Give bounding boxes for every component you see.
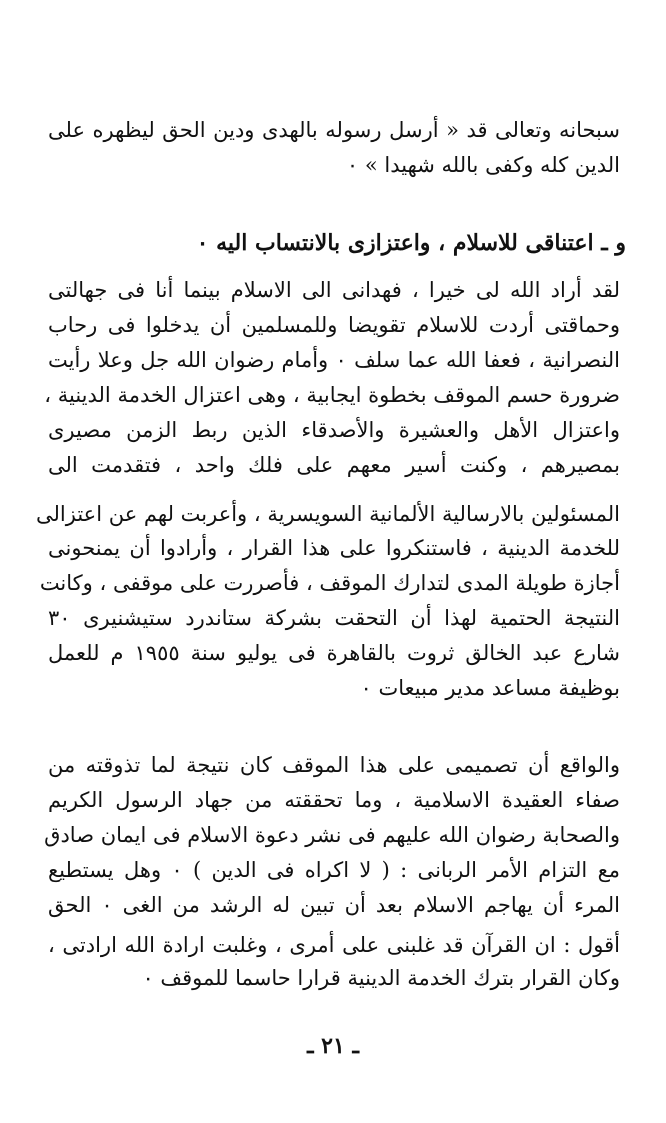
- paragraph-1-line-9: أجازة طويلة المدى لتدارك الموقف ، فأصررت على موقفى ، وكانت: [39, 571, 620, 595]
- paragraph-2-line-4: مع التزام الأمر الربانى : ( لا اكراه فى الدين ) ٠ وهل يستطيع: [48, 858, 620, 882]
- paragraph-1-line-5: واعتزال الأهل والعشيرة والأصدقاء الذين ربط الزمن مصيرى: [48, 418, 620, 442]
- paragraph-1-line-1: لقد أراد الله لى خيرا ، فهدانى الى الاسلام بينما أنا فى جهالتى: [48, 278, 620, 302]
- paragraph-2-line-2: صفاء العقيدة الاسلامية ، وما تحققته من جهاد الرسول الكريم: [48, 788, 620, 812]
- intro-line-2: الدين كله وكفى بالله شهيدا » ٠: [346, 153, 620, 177]
- paragraph-2-line-5: المرء أن يهاجم الاسلام بعد أن تبين له الرشد من الغى ٠ الحق: [48, 893, 621, 917]
- paragraph-2-line-7: وكان القرار بترك الخدمة الدينية قرارا حاسما للموقف ٠: [142, 966, 620, 990]
- paragraph-2-line-6: أقول : ان القرآن قد غلبنى على أمرى ، وغلبت ارادة الله ارادتى ،: [48, 933, 620, 957]
- paragraph-2-line-3: والصحابة رضوان الله عليهم فى نشر دعوة الاسلام فى ايمان صادق: [44, 823, 620, 847]
- paragraph-1-line-8: للخدمة الدينية ، فاستنكروا على هذا القرار ، وأرادوا أن يمنحونى: [48, 536, 620, 560]
- intro-line-1: سبحانه وتعالى قد « أرسل رسوله بالهدى ودين الحق ليظهره على: [48, 118, 620, 142]
- paragraph-1-line-10: النتيجة الحتمية لهذا أن التحقت بشركة ستاندرد ستيشنيرى ٣٠: [48, 606, 620, 630]
- section-heading: و ـ اعتناقى للاسلام ، واعتزازى بالانتساب اليه ٠: [196, 230, 626, 256]
- paragraph-1-line-4: ضرورة حسم الموقف بخطوة ايجابية ، وهى اعتزال الخدمة الدينية ،: [44, 383, 620, 407]
- paragraph-2-line-1: والواقع أن تصميمى على هذا الموقف كان نتيجة لما تذوقته من: [48, 753, 620, 777]
- page-number: ـ ٢١ ـ: [307, 1033, 359, 1059]
- paragraph-1-line-3: النصرانية ، فعفا الله عما سلف ٠ وأمام رضوان الله جل وعلا رأيت: [48, 348, 620, 372]
- paragraph-1-line-12: بوظيفة مساعد مدير مبيعات ٠: [360, 676, 620, 700]
- paragraph-1-line-7: المسئولين بالارسالية الألمانية السويسرية ، وأعربت لهم عن اعتزالى: [36, 502, 620, 526]
- paragraph-1-line-11: شارع عبد الخالق ثروت بالقاهرة فى يوليو سنة ١٩٥٥ م للعمل: [48, 641, 620, 665]
- paragraph-1-line-2: وحماقتى أردت للاسلام تقويضا وللمسلمين أن يدخلوا فى رحاب: [48, 313, 620, 337]
- paragraph-1-line-6: بمصيرهم ، وكنت أسير معهم على فلك واحد ، فتقدمت الى: [48, 453, 620, 477]
